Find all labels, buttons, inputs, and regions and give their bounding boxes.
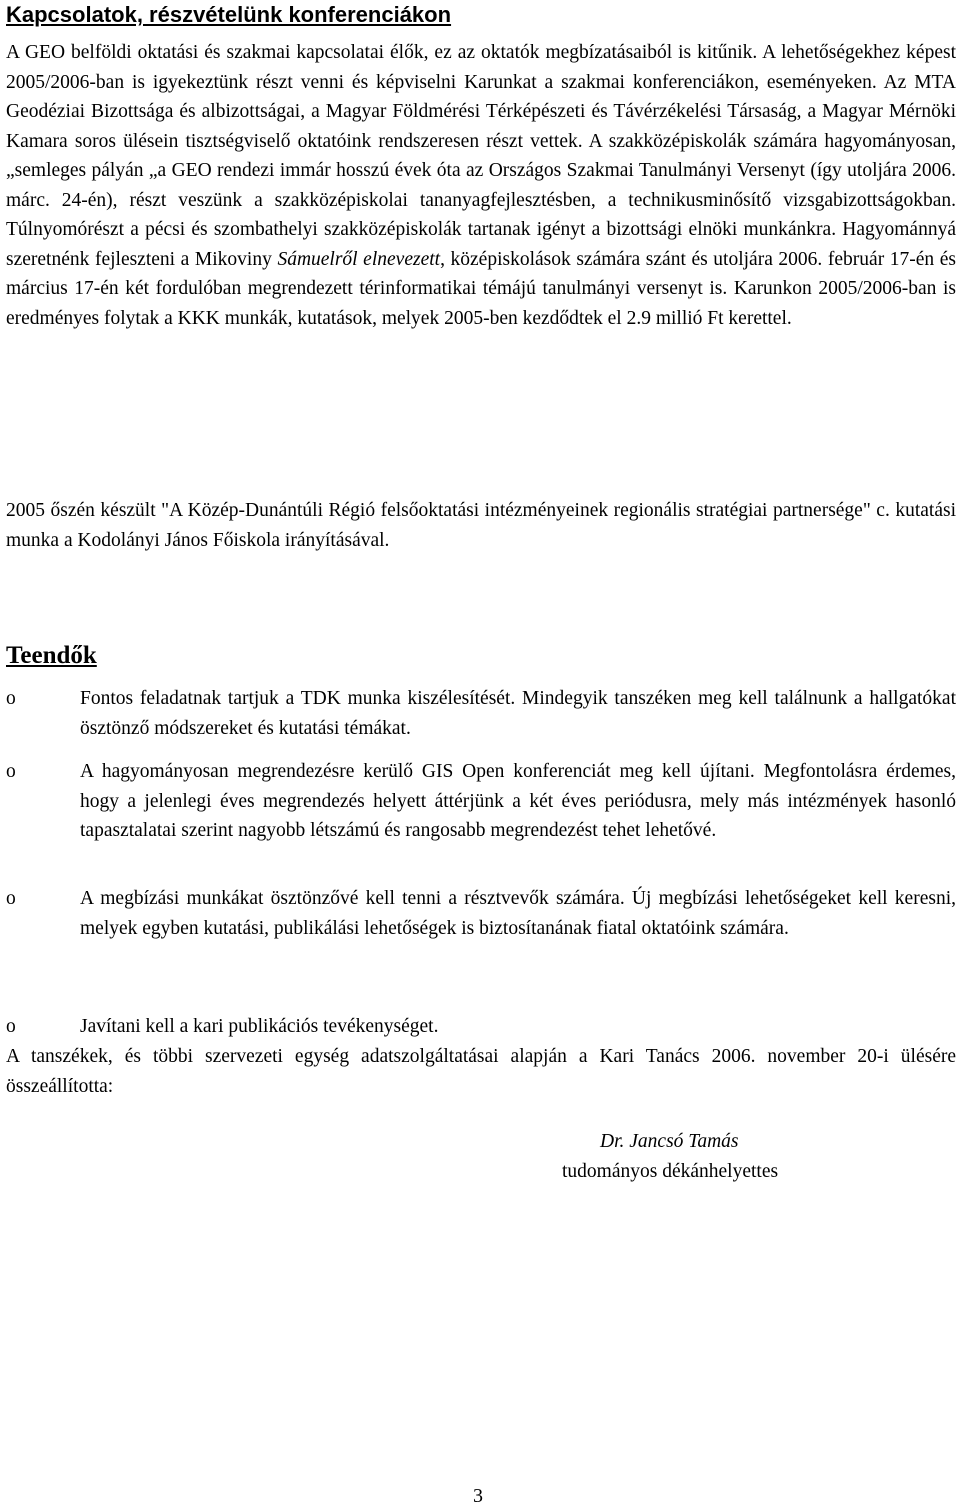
signature-name: Dr. Jancsó Tamás xyxy=(600,1131,739,1152)
research-paragraph: 2005 őszén készült "A Közép-Dunántúli Régió felsőoktatási intézményeinek regionális stratégiai partnersége" c. kutatási munka a Kodolányi János Főiskola irányításával. xyxy=(6,500,956,551)
bullet-icon: o xyxy=(6,761,16,782)
list-item-text: Fontos feladatnak tartjuk a TDK munka kiszélesítését. Mindegyik tanszéken meg kell találnunk a hallgatókat ösztönző módszereket és kutatási témákat. xyxy=(80,688,956,739)
list-item-text: A hagyományosan megrendezésre kerülő GIS Open konferenciát meg kell újítani. Megfontolásra érdemes, hogy a jelenlegi éves megrendezés helyett áttérjünk a két éves periódusra, mely más intézmények hasonló tapasztalatai szerint nagyobb létszámú és rangosabb megrendezést tehet lehetővé. xyxy=(80,761,956,841)
page-number: 3 xyxy=(473,1485,483,1507)
bullet-icon: o xyxy=(6,1016,16,1037)
conferences-italic-text: Sámuelről elnevezett xyxy=(277,248,441,270)
conferences-text: A GEO belföldi oktatási és szakmai kapcsolatai élők, ez az oktatók megbízatásaiból is kitűnik. A lehetőségekhez képest 2005/2006-ban is igyekeztünk részt venni és képviselni Karunkat a szakmai konferenciákon, eseményeken. Az MTA Geodéziai Bizottsága és albizottságai, a Magyar Földmérési Térképészeti és Távérzékelési Társaság, a Magyar Mérnöki Kamara soros ülésein tisztségviselő oktatóink rendszeresen részt vettek. A szakközépiskolák számára hagyományosan, „semleges pályán „a GEO rendezi immár hosszú évek óta az Országos Szakmai Tanulmányi Versenyt (így utoljára 2006. márc. 24-én), részt veszünk a szakközépiskolai tananyagfejlesztésben, a technikusminősítő vizsgabizottságokban. Túlnyomórészt a pécsi és szombathelyi szakközépiskolák tartanak igényt a bizottsági elnöki munkánkra. Hagyománnyá szeretnénk fejleszteni a Mikoviny xyxy=(6,42,956,270)
conferences-text-continued: , középiskolások számára szánt és utoljára 2006. február 17-én és március 17-én két fordulóban megrendezett térinformatikai témájú tanulmányi versenyt is. Karunkon 2005/2006-ban is eredményes folytak a KKK munkák, kutatások, melyek 2005-ben kezdődtek el 2.9 millió Ft kerettel. xyxy=(6,248,957,329)
bullet-icon: o xyxy=(6,888,16,909)
signature-title: tudományos dékánhelyettes xyxy=(562,1161,779,1182)
bullet-icon: o xyxy=(6,688,16,709)
list-item-text: A megbízási munkákat ösztönzővé kell tenni a résztvevők számára. Új megbízási lehetőségeket kell keresni, melyek egyben kutatási, publikálási lehetőségek is biztosítanának fiatal oktatóink számára. xyxy=(80,888,956,939)
list-item-text: Javítani kell a kari publikációs tevékenységet. xyxy=(80,1016,439,1037)
section-title: Kapcsolatok, részvételünk konferenciákon xyxy=(6,2,452,27)
closing-paragraph: A tanszékek, és többi szervezeti egység adatszolgáltatásai alapján a Kari Tanács 2006. november 20-i ülésére összeállította: xyxy=(6,1046,956,1097)
todo-title: Teendők xyxy=(6,642,97,669)
conferences-paragraph xyxy=(6,38,956,333)
